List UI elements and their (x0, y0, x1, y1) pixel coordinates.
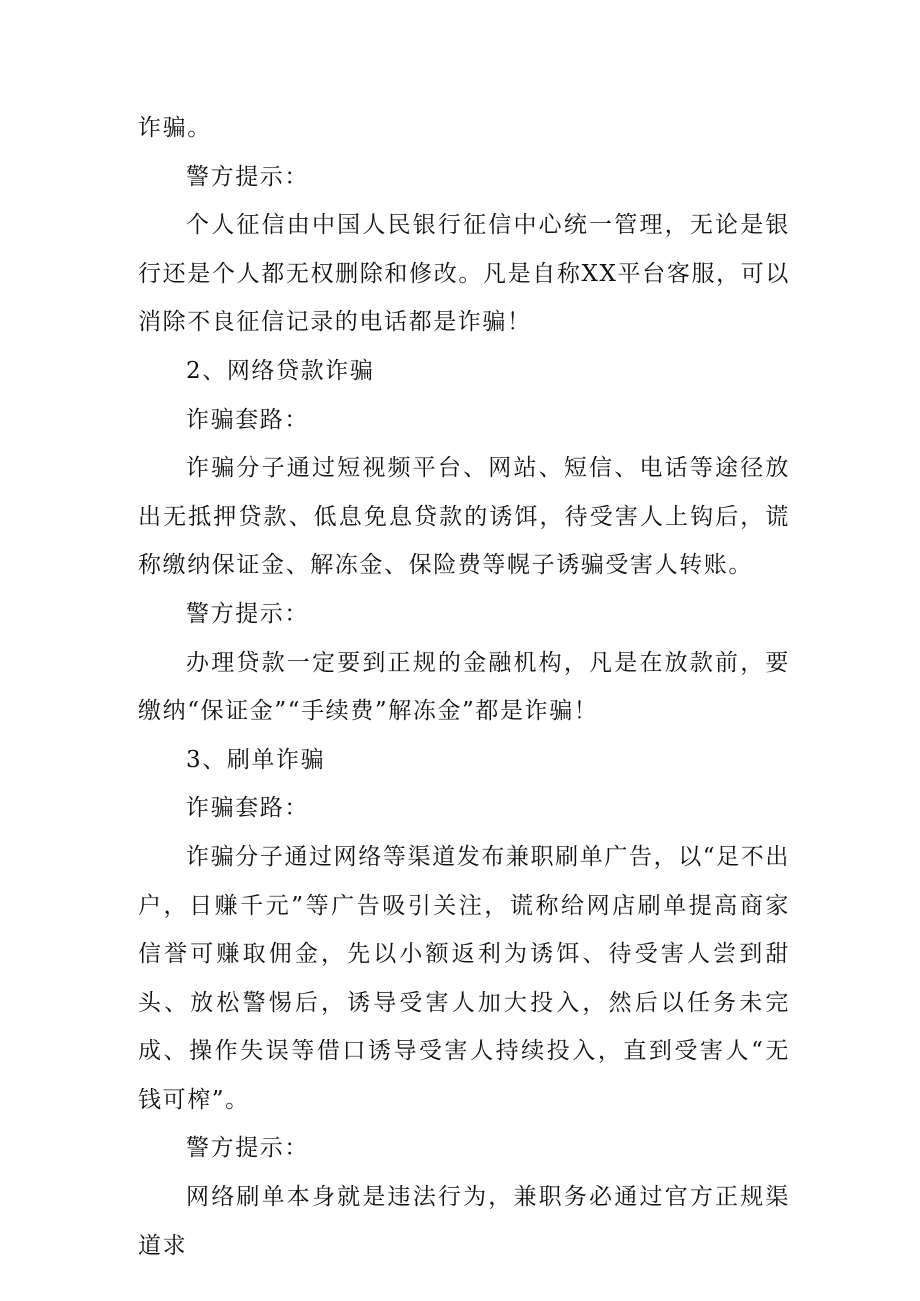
paragraph-police-tip-heading: 警方提示： (186, 600, 309, 627)
paragraph-brushing-tip: 网络刷单本身就是违法行为，兼职务必通过官方正规渠道求 (138, 1184, 790, 1259)
section-heading-online-loan: 2、网络贷款诈骗 (186, 357, 375, 384)
paragraph-loan-scam-method: 诈骗分子通过短视频平台、网站、短信、电话等途径放出无抵押贷款、低息免息贷款的诱饵，待受害人上钩后，谎称缴纳保证金、解冻金、保险费等幌子诱骗受害人转账。 (138, 455, 790, 579)
paragraph-police-tip-heading: 警方提示： (186, 1135, 309, 1162)
document-page (138, 104, 790, 1270)
paragraph-scam-method-heading: 诈骗套路： (186, 406, 309, 433)
paragraph-scam-method-heading: 诈骗套路： (186, 795, 309, 822)
section-heading-order-brushing: 3、刷单诈骗 (186, 746, 326, 773)
paragraph-credit-tip: 个人征信由中国人民银行征信中心统一管理，无论是银行还是个人都无权删除和修改。凡是自称XX平台客服，可以消除不良征信记录的电话都是诈骗！ (138, 212, 790, 336)
paragraph-brushing-scam-method: 诈骗分子通过网络等渠道发布兼职刷单广告，以“足不出户，日赚千元”等广告吸引关注，谎称给网店刷单提高商家信誉可赚取佣金，先以小额返利为诱饵、待受害人尝到甜头、放松警惕后，诱导受害人加大投入，然后以任务未完成、操作失误等借口诱导受害人持续投入，直到受害人“无钱可榨”。 (138, 843, 790, 1113)
paragraph-fraud-end: 诈骗。 (138, 115, 212, 141)
paragraph-police-tip-heading: 警方提示： (186, 163, 309, 190)
paragraph-loan-tip: 办理贷款一定要到正规的金融机构，凡是在放款前，要缴纳“保证金”“手续费”解冻金”都是诈骗！ (138, 649, 790, 725)
